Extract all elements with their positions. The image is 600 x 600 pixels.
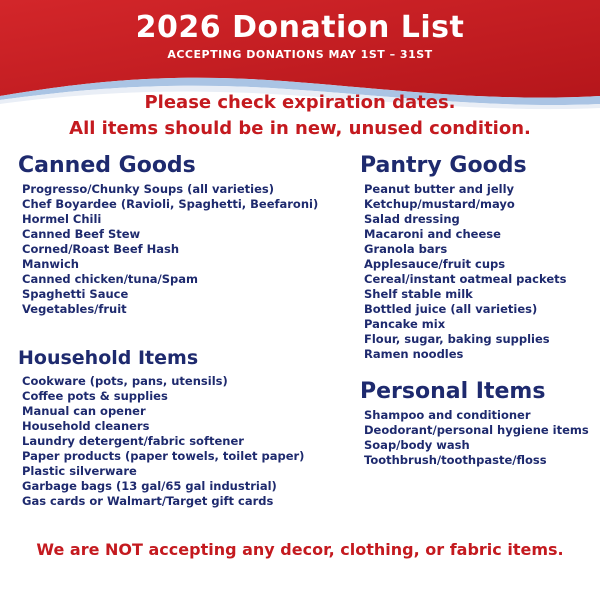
list-item: Canned Beef Stew <box>22 227 141 241</box>
list-item: Progresso/Chunky Soups (all varieties) <box>22 182 275 196</box>
list-item: Garbage bags (13 gal/65 gal industrial) <box>22 479 277 493</box>
list-item: Toothbrush/toothpaste/floss <box>364 453 547 467</box>
list-item: Laundry detergent/fabric softener <box>22 434 244 448</box>
list-item: Corned/Roast Beef Hash <box>22 242 180 256</box>
list-item: Paper products (paper towels, toilet paper) <box>22 449 305 463</box>
list-item: Coffee pots & supplies <box>22 389 168 403</box>
canned-goods-heading: Canned Goods <box>18 153 196 178</box>
personal-items-section <box>360 378 589 468</box>
list-item: Household cleaners <box>22 419 150 433</box>
list-item: Applesauce/fruit cups <box>364 257 506 271</box>
list-item: Ramen noodles <box>364 347 464 361</box>
notice-line-2: All items should be in new, unused condition. <box>69 118 531 139</box>
list-item: Chef Boyardee (Ravioli, Spaghetti, Beefaroni) <box>22 197 319 211</box>
list-item: Gas cards or Walmart/Target gift cards <box>22 494 274 508</box>
personal-items-list <box>360 408 589 468</box>
list-item: Ketchup/mustard/mayo <box>364 197 515 211</box>
list-item: Manwich <box>22 257 79 271</box>
footer-notice: We are NOT accepting any decor, clothing, or fabric items. <box>36 540 564 559</box>
list-item: Spaghetti Sauce <box>22 287 129 301</box>
page-subtitle: ACCEPTING DONATIONS MAY 1ST – 31ST <box>167 48 433 61</box>
list-item: Flour, sugar, baking supplies <box>364 332 550 346</box>
notice-line-1: Please check expiration dates. <box>144 92 456 113</box>
household-items-heading: Household Items <box>18 347 199 369</box>
household-items-list <box>18 374 304 509</box>
list-item: Vegetables/fruit <box>22 302 127 316</box>
list-item: Soap/body wash <box>364 438 470 452</box>
list-item: Cookware (pots, pans, utensils) <box>22 374 228 388</box>
personal-items-heading: Personal Items <box>360 379 546 404</box>
list-item: Pancake mix <box>364 317 446 331</box>
list-item: Bottled juice (all varieties) <box>364 302 538 316</box>
pantry-goods-list <box>360 182 566 362</box>
canned-goods-list <box>18 182 318 317</box>
list-item: Plastic silverware <box>22 464 137 478</box>
pantry-goods-heading: Pantry Goods <box>360 153 527 178</box>
list-item: Manual can opener <box>22 404 146 418</box>
list-item: Shelf stable milk <box>364 287 473 301</box>
list-item: Hormel Chili <box>22 212 102 226</box>
list-item: Shampoo and conditioner <box>364 408 531 422</box>
canned-goods-section <box>18 152 318 317</box>
list-item: Macaroni and cheese <box>364 227 501 241</box>
list-item: Canned chicken/tuna/Spam <box>22 272 198 286</box>
list-item: Deodorant/personal hygiene items <box>364 423 589 437</box>
list-item: Cereal/instant oatmeal packets <box>364 272 567 286</box>
page-title: 2026 Donation List <box>135 10 465 45</box>
pantry-goods-section <box>360 152 566 362</box>
list-item: Salad dressing <box>364 212 460 226</box>
list-item: Peanut butter and jelly <box>364 182 515 196</box>
list-item: Granola bars <box>364 242 448 256</box>
household-items-section <box>18 344 304 509</box>
